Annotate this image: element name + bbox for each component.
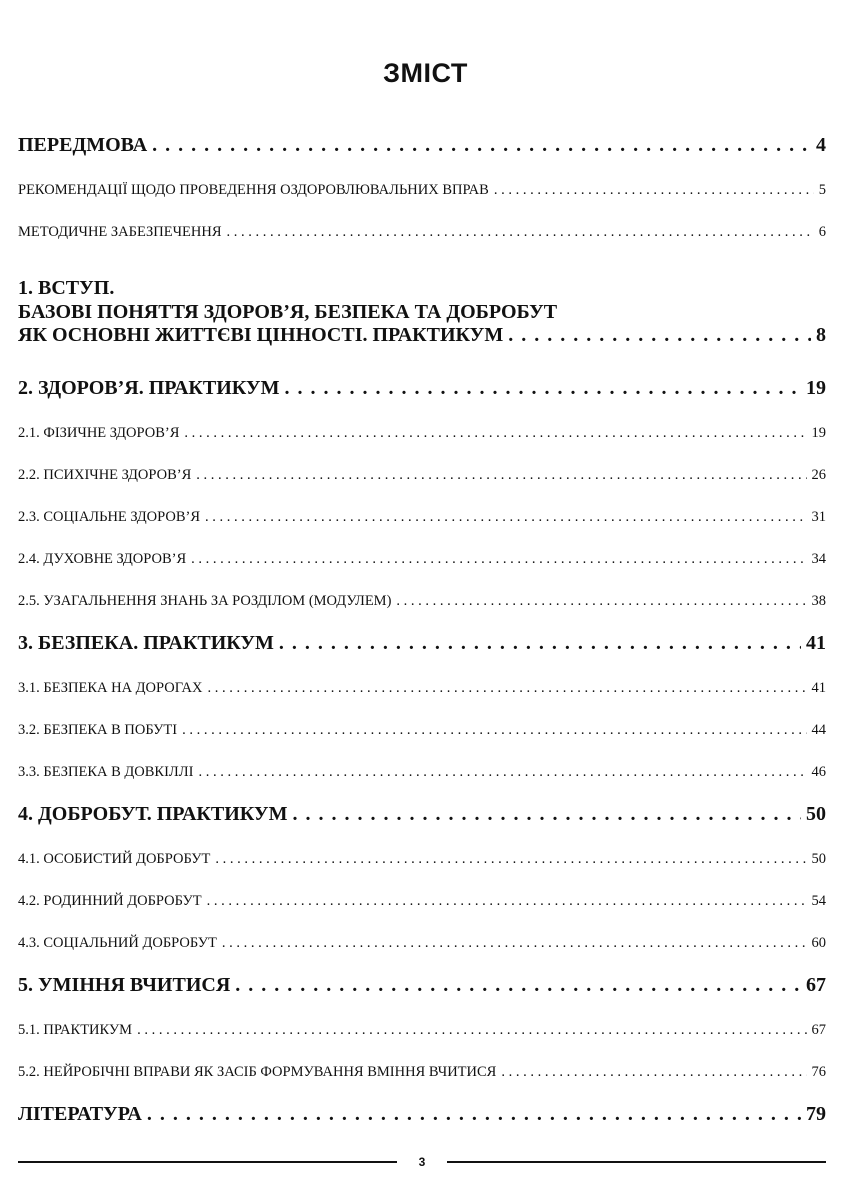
toc-entry-page: 44 <box>811 722 826 739</box>
toc-entry-social-health[interactable] <box>18 484 826 526</box>
dot-leader <box>182 722 806 739</box>
toc-entry-page: 38 <box>811 593 826 610</box>
toc-entry-learning-skills[interactable] <box>18 952 826 997</box>
dot-leader <box>191 551 806 568</box>
dot-leader <box>207 893 807 910</box>
toc-entry-page: 26 <box>811 467 826 484</box>
toc-entry-page: 19 <box>806 377 826 399</box>
toc-entry-page: 54 <box>811 893 826 910</box>
toc-entry-methodical-support[interactable] <box>18 199 826 241</box>
dot-leader <box>292 803 801 826</box>
toc-entry-label: РЕКОМЕНДАЦІЇ ЩОДО ПРОВЕДЕННЯ ОЗДОРОВЛЮВАЛЬНИХ ВПРАВ <box>18 182 489 199</box>
dot-leader <box>279 632 801 655</box>
toc-entry-label: 2.1. ФІЗИЧНЕ ЗДОРОВ’Я <box>18 425 180 442</box>
dot-leader <box>205 509 806 526</box>
toc-entry-workshop[interactable] <box>18 997 826 1039</box>
toc-entry-page: 6 <box>818 224 826 241</box>
toc-entry-generalization[interactable] <box>18 568 826 610</box>
dot-leader <box>184 425 806 442</box>
toc-entry-environment-safety[interactable] <box>18 739 826 781</box>
dot-leader <box>208 680 807 697</box>
toc-entry-page: 50 <box>811 851 826 868</box>
toc-entry-page: 31 <box>811 509 826 526</box>
dot-leader <box>396 593 806 610</box>
toc-entry-health[interactable] <box>18 355 826 400</box>
dot-leader <box>147 1103 801 1126</box>
toc-entry-label: 3.2. БЕЗПЕКА В ПОБУТІ <box>18 722 178 739</box>
page-title: ЗМІСТ <box>383 58 468 88</box>
table-of-contents <box>18 112 826 1126</box>
toc-entry-page: 8 <box>816 324 826 346</box>
toc-entry-label: 4.1. ОСОБИСТИЙ ДОБРОБУТ <box>18 851 211 868</box>
dot-leader <box>215 851 806 868</box>
toc-entry-label: 2. ЗДОРОВ’Я. ПРАКТИКУМ <box>18 377 280 399</box>
toc-entry-label: 3.1. БЕЗПЕКА НА ДОРОГАХ <box>18 680 203 697</box>
dot-leader <box>198 764 806 781</box>
toc-entry-neurobic-exercises[interactable] <box>18 1039 826 1081</box>
toc-entry-label: 4.3. СОЦІАЛЬНИЙ ДОБРОБУТ <box>18 935 217 952</box>
toc-entry-introduction[interactable] <box>18 241 826 347</box>
toc-entry-label: 2.2. ПСИХІЧНЕ ЗДОРОВ’Я <box>18 467 192 484</box>
toc-entry-label: 4. ДОБРОБУТ. ПРАКТИКУМ <box>18 803 288 825</box>
dot-leader <box>501 1064 806 1081</box>
toc-entry-literature[interactable] <box>18 1081 826 1126</box>
toc-entry-social-wellbeing[interactable] <box>18 910 826 952</box>
toc-entry-personal-wellbeing[interactable] <box>18 826 826 868</box>
toc-entry-recommendations[interactable] <box>18 157 826 199</box>
toc-entry-label-line: 1. ВСТУП. <box>18 277 115 299</box>
toc-entry-label: МЕТОДИЧНЕ ЗАБЕЗПЕЧЕННЯ <box>18 224 222 241</box>
toc-entry-page: 76 <box>811 1064 826 1081</box>
dot-leader <box>137 1022 806 1039</box>
toc-entry-label: 5.2. НЕЙРОБІЧНІ ВПРАВИ ЯК ЗАСІБ ФОРМУВАННЯ ВМІННЯ ВЧИТИСЯ <box>18 1064 497 1081</box>
dot-leader <box>152 134 811 157</box>
toc-entry-page: 50 <box>806 803 826 825</box>
toc-entry-label: 5. УМІННЯ ВЧИТИСЯ <box>18 974 231 996</box>
dot-leader <box>196 467 806 484</box>
toc-entry-label: 5.1. ПРАКТИКУМ <box>18 1022 133 1039</box>
toc-entry-page: 60 <box>811 935 826 952</box>
dot-leader <box>227 224 814 241</box>
toc-entry-foreword[interactable] <box>18 112 826 157</box>
toc-entry-label-line: ЯК ОСНОВНІ ЖИТТЄВІ ЦІННОСТІ. ПРАКТИКУМ <box>18 324 504 346</box>
toc-entry-label: ЛІТЕРАТУРА <box>18 1103 142 1125</box>
toc-entry-label-line: БАЗОВІ ПОНЯТТЯ ЗДОРОВ’Я, БЕЗПЕКА ТА ДОБРОБУТ <box>18 301 558 323</box>
footer-page-number: 3 <box>418 1155 426 1169</box>
dot-leader <box>508 324 811 347</box>
toc-entry-label: 2.4. ДУХОВНЕ ЗДОРОВ’Я <box>18 551 187 568</box>
dot-leader <box>222 935 807 952</box>
toc-entry-page: 41 <box>811 680 826 697</box>
dot-leader <box>235 974 801 997</box>
toc-entry-label: 3.3. БЕЗПЕКА В ДОВКІЛЛІ <box>18 764 194 781</box>
toc-entry-page: 19 <box>811 425 826 442</box>
toc-entry-road-safety[interactable] <box>18 655 826 697</box>
footer-rule-right <box>447 1161 826 1163</box>
toc-entry-label: 2.5. УЗАГАЛЬНЕННЯ ЗНАНЬ ЗА РОЗДІЛОМ (МОДУЛЕМ) <box>18 593 392 610</box>
toc-entry-label: 2.3. СОЦІАЛЬНЕ ЗДОРОВ’Я <box>18 509 201 526</box>
toc-entry-page: 79 <box>806 1103 826 1125</box>
toc-entry-spiritual-health[interactable] <box>18 526 826 568</box>
toc-entry-page: 34 <box>811 551 826 568</box>
dot-leader <box>494 182 814 199</box>
toc-entry-family-wellbeing[interactable] <box>18 868 826 910</box>
toc-entry-mental-health[interactable] <box>18 442 826 484</box>
toc-entry-home-safety[interactable] <box>18 697 826 739</box>
toc-entry-page: 5 <box>818 182 826 199</box>
toc-entry-label: 3. БЕЗПЕКА. ПРАКТИКУМ <box>18 632 274 654</box>
toc-entry-label: ПЕРЕДМОВА <box>18 134 148 156</box>
dot-leader <box>284 377 801 400</box>
page-footer <box>18 1155 826 1169</box>
toc-entry-page: 46 <box>811 764 826 781</box>
toc-entry-page: 4 <box>816 134 826 156</box>
toc-entry-label: 4.2. РОДИННИЙ ДОБРОБУТ <box>18 893 202 910</box>
toc-entry-wellbeing[interactable] <box>18 781 826 826</box>
toc-entry-page: 67 <box>806 974 826 996</box>
toc-entry-physical-health[interactable] <box>18 400 826 442</box>
toc-entry-page: 41 <box>806 632 826 654</box>
toc-entry-safety[interactable] <box>18 610 826 655</box>
footer-rule-left <box>18 1161 397 1163</box>
toc-entry-page: 67 <box>811 1022 826 1039</box>
